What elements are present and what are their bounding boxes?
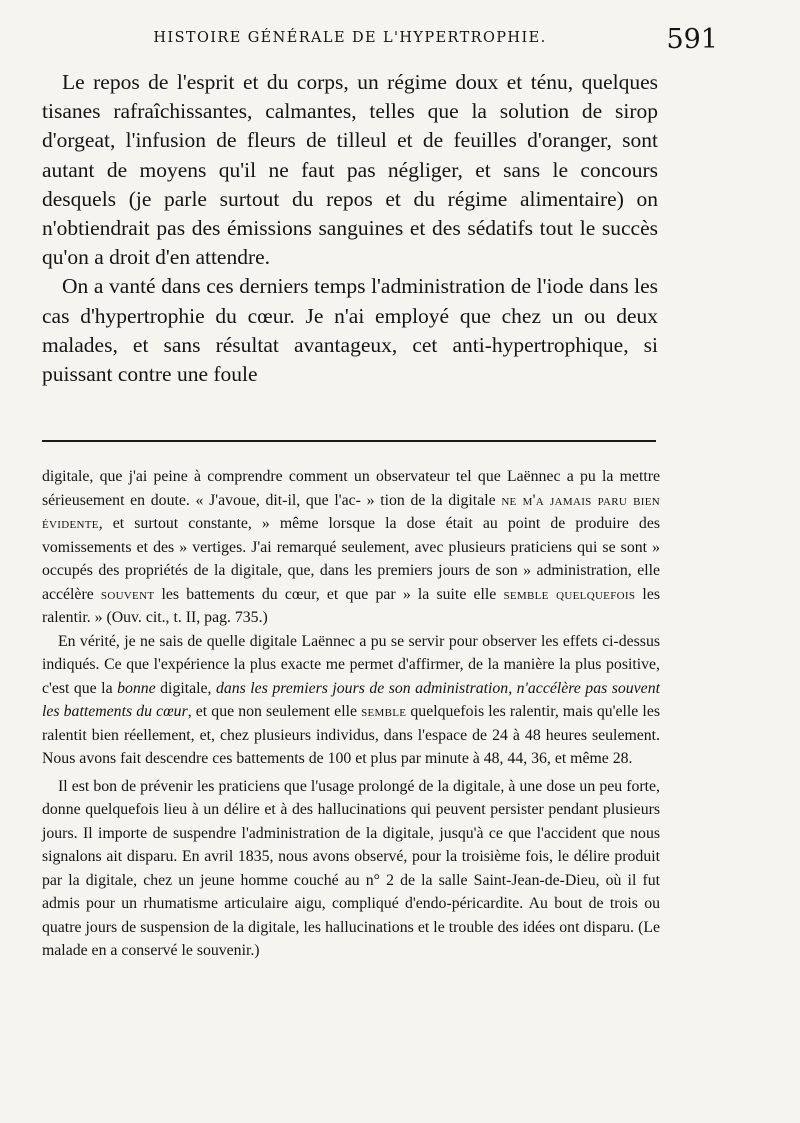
footnote-italic: bonne xyxy=(117,679,156,697)
main-text xyxy=(42,68,658,389)
footnote-small-caps: souvent xyxy=(100,585,155,603)
footnote-paragraph-1 xyxy=(42,465,660,630)
body-paragraph-2: On a vanté dans ces derniers temps l'administration de l'iode dans les cas d'hypertrophie du cœur. Je n'ai employé que chez un ou deux malades, et sans résultat avantageux, cet anti-hypertrophique, si puissant contre une foule xyxy=(42,274,658,387)
running-title: HISTOIRE GÉNÉRALE DE L'HYPERTROPHIE. xyxy=(153,30,547,46)
page-number: 591 xyxy=(666,24,718,55)
footnote-small-caps: ne m'a jamais paru bien évidente xyxy=(42,491,660,532)
footnote-small-caps: semble xyxy=(361,703,407,720)
footnote-text: quelquefois les ralentir, mais qu'elle les ralentit bien réellement, et, chez plusieurs individus, dans l'espace de 24 à 48 heures seulement. Nous avons fait descendre ces battements de 100 et plus par minute à 48, 44, 36, et même 28. xyxy=(42,703,660,767)
footnote-paragraph-2 xyxy=(42,630,660,771)
footnote-italic: dans les premiers jours de son administration, n'accélère pas souvent les battements du cœur xyxy=(42,679,660,720)
footnote-paragraph-3: Il est bon de prévenir les praticiens que l'usage prolongé de la digitale, à une dose un peu forte, donne quelquefois lieu à un délire et à des hallucinations qui peuvent persister pendant plusieurs jours. Il importe de suspendre l'administration de la digitale, jusqu'à ce que l'accident que nous signalons ait disparu. En avril 1835, nous avons observé, pour la troisième fois, le délire produit par la digitale, chez un jeune homme couché au n° 2 de la salle Saint-Jean-de-Dieu, où il fut admis pour un rhumatisme articulaire aigu, compliqué d'endo-péricardite. Au bout de trois ou quatre jours de suspension de la digitale, les hallucinations et le trouble des idées ont disparu. (Le malade en a conservé le souvenir.) xyxy=(42,777,660,959)
footnote-text: digitale, que j'ai peine à comprendre comment un observateur tel que Laënnec a pu la mettre sérieusement en doute. « J'avoue, dit-il, que l'ac- » tion de la digitale xyxy=(42,468,660,509)
footnote-text: les ralentir. » (Ouv. cit., t. II, pag. 735.) xyxy=(42,585,660,626)
footnote-text: les battements du cœur, et que par » la suite elle xyxy=(154,585,504,603)
body-paragraph-1: Le repos de l'esprit et du corps, un régime doux et ténu, quelques tisanes rafraîchissantes, calmantes, telles que la solution de sirop d'orgeat, l'infusion de fleurs de tilleul et de feuilles d'oranger, sont autant de moyens qu'il ne faut pas négliger, et sans le concours desquels (je parle surtout du repos et du régime alimentaire) on n'obtiendrait pas des émissions sanguines et des sédatifs tout le succès qu'on a droit d'en attendre. xyxy=(42,70,658,270)
footnote-text: , et que non seulement elle xyxy=(187,703,362,720)
footnote-small-caps: semble quelquefois xyxy=(503,585,636,603)
footnote-text: digitale, xyxy=(155,679,216,697)
footnote-text: En vérité, je ne sais de quelle digitale Laënnec a pu se servir pour observer les effets ci-dessus indiqués. Ce que l'expérience la plus exacte me permet d'affirmer, de la manière la plus positive, c'est que la xyxy=(42,632,660,697)
footnote-divider xyxy=(42,440,656,442)
footnote-text: , et surtout constante, » même lorsque la dose était au point de produire des vomissements et des » vertiges. J'ai remarqué seulement, avec plusieurs praticiens qui se sont » occupés des propriétés de la digitale, que, dans les premiers jours de son » administration, elle accélère xyxy=(42,515,660,603)
footnotes xyxy=(42,465,660,963)
